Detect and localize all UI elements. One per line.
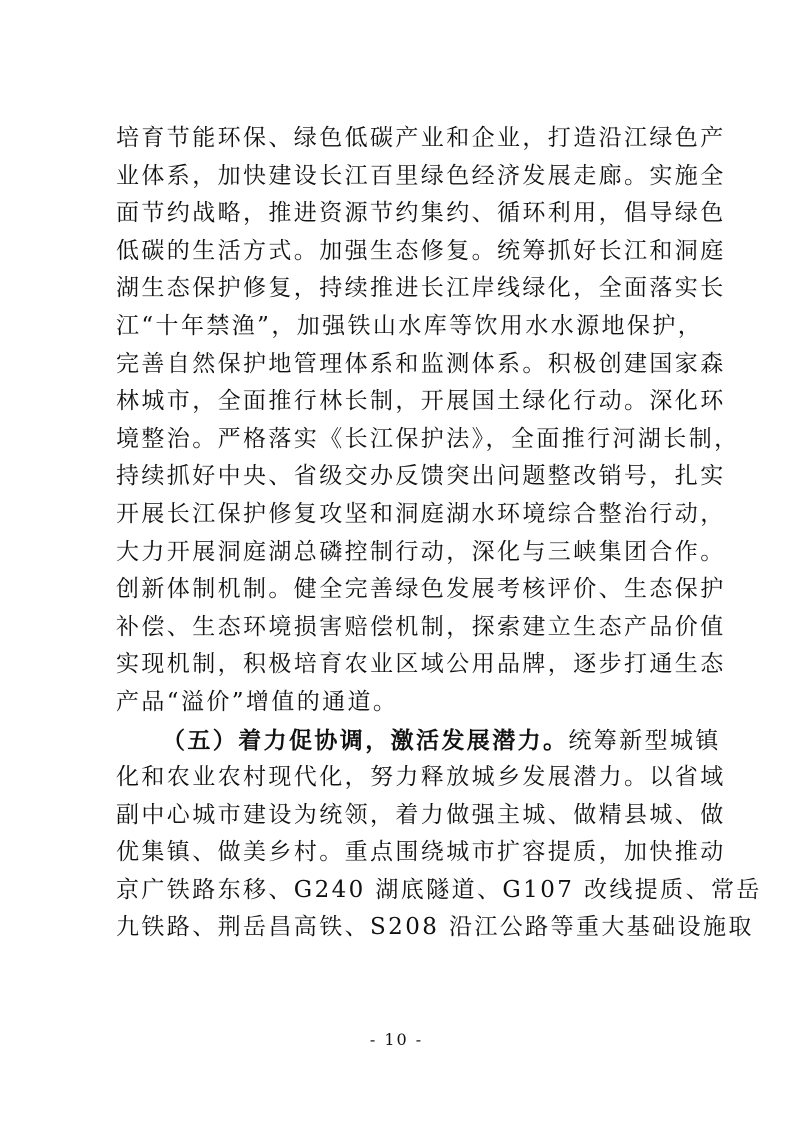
- paragraph-line: 业体系，加快建设长江百里绿色经济发展走廊。实施全: [116, 162, 726, 189]
- paragraph-line: 大力开展洞庭湖总磷控制行动，深化与三峡集团合作。: [116, 538, 726, 565]
- body-text: [116, 120, 762, 947]
- page-number: - 10 -: [369, 1030, 424, 1049]
- paragraph-line: 开展长江保护修复攻坚和洞庭湖水环境综合整治行动，: [116, 500, 726, 527]
- paragraph-line: 面节约战略，推进资源节约集约、循环利用，倡导绿色: [116, 200, 726, 227]
- paragraph-line: 补偿、生态环境损害赔偿机制，探索建立生态产品价值: [116, 613, 726, 640]
- section-five-first-line-text: 统筹新型城镇: [568, 727, 721, 754]
- paragraph-line: 创新体制机制。健全完善绿色发展考核评价、生态保护: [116, 576, 726, 603]
- paragraph-line: 江“十年禁渔”，加强铁山水库等饮用水水源地保护，: [116, 312, 704, 339]
- section-five-line: 京广铁路东移、G240 湖底隧道、G107 改线提质、常岳: [116, 876, 762, 903]
- paragraph-line: 产品“溢价”增值的通道。: [116, 688, 399, 715]
- section-five-first-line: [116, 722, 721, 760]
- paragraph-line: 培育节能环保、绿色低碳产业和企业，打造沿江绿色产: [116, 125, 726, 151]
- paragraph-line: 湖生态保护修复，持续推进长江岸线绿化，全面落实长: [116, 275, 726, 302]
- paragraph-line: 林城市，全面推行林长制，开展国土绿化行动。深化环: [116, 388, 726, 415]
- paragraph-line: 持续抓好中央、省级交办反馈突出问题整改销号，扎实: [116, 463, 726, 490]
- section-five-line: 化和农业农村现代化，努力释放城乡发展潜力。以省域: [116, 764, 726, 791]
- section-five-heading: （五）着力促协调，激活发展潜力。: [162, 726, 569, 754]
- section-five-line: 优集镇、做美乡村。重点围绕城市扩容提质，加快推动: [116, 839, 726, 866]
- paragraph-line: 实现机制，积极培育农业区域公用品牌，逐步打通生态: [116, 651, 726, 678]
- paragraph-line: 境整治。严格落实《长江保护法》，全面推行河湖长制，: [116, 425, 740, 452]
- section-five-line: 九铁路、荆岳昌高铁、S208 沿江公路等重大基础设施取: [116, 914, 754, 941]
- section-five-line: 副中心城市建设为统领，着力做强主城、做精县城、做: [116, 801, 726, 828]
- paragraph-line: 低碳的生活方式。加强生态修复。统筹抓好长江和洞庭: [116, 237, 726, 264]
- paragraph-line: 完善自然保护地管理体系和监测体系。积极创建国家森: [116, 350, 726, 377]
